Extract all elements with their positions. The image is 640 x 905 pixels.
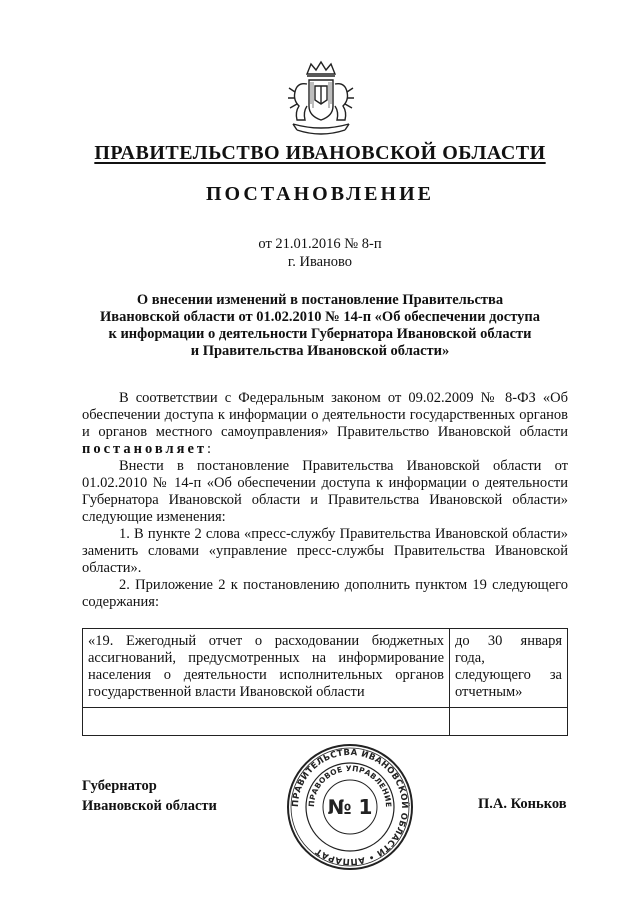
body-paragraph: 2. Приложение 2 к постановлению дополнить пунктом 19 следующего содержания:: [82, 577, 568, 610]
document-subject: [70, 292, 570, 360]
table-cell-deadline: до 30 января года, следующего за отчетным»: [450, 629, 568, 708]
organization-title: ПРАВИТЕЛЬСТВО ИВАНОВСКОЙ ОБЛАСТИ: [94, 142, 546, 164]
stamp-ring-text: ПРАВИТЕЛЬСТВА ИВАНОВСКОЙ ОБЛАСТИ • АППАРАТ: [290, 747, 410, 867]
document-type: ПОСТАНОВЛЕНИЕ: [206, 183, 434, 205]
preamble-text: В соответствии с Федеральным законом от 09.02.2009 № 8-ФЗ «Об обеспечении доступа к информации о деятельности государственных органов и органов местного самоуправления» Правительство Ивановской области: [82, 390, 568, 440]
coat-of-arms-icon: [285, 60, 357, 138]
stamp-inner-text: ПРАВОВОЕ УПРАВЛЕНИЕ: [306, 763, 394, 808]
subject-line: и Правительства Ивановской области»: [190, 343, 450, 359]
position-line: Ивановской области: [82, 798, 217, 814]
signatory-name: П.А. Коньков: [478, 796, 567, 812]
subject-line: Ивановской области от 01.02.2010 № 14-п «Об обеспечении доступа: [100, 309, 540, 325]
table-cell-empty: [450, 708, 568, 736]
position-line: Губернатор: [82, 778, 157, 794]
document-body: [82, 390, 568, 611]
document-date-number: от 21.01.2016 № 8-п: [258, 236, 382, 252]
preamble-end: :: [207, 441, 212, 457]
body-paragraph: Внести в постановление Правительства Ивановской области от 01.02.2010 № 14-п «Об обеспечении доступа к информации о деятельности Губернатора Ивановской области и Правительства Ивановской области» следующие изменения:: [82, 458, 568, 525]
amendment-table: [82, 628, 568, 736]
subject-line: О внесении изменений в постановление Правительства: [136, 292, 504, 308]
resolution-keyword: постановляет: [82, 441, 208, 457]
table-row: [83, 629, 568, 708]
table-row: [83, 708, 568, 736]
document-city: г. Иваново: [287, 254, 353, 270]
stamp-number: № 1: [327, 795, 373, 819]
body-paragraph: 1. В пункте 2 слова «пресс-службу Правительства Ивановской области» заменить словами «управление пресс-службы Правительства Ивановской области».: [82, 526, 568, 576]
table-cell-item: «19. Ежегодный отчет о расходовании бюджетных ассигнований, предусмотренных на информирование населения о деятельности исполнительных органов государственной власти Ивановской области: [83, 629, 450, 708]
subject-line: к информации о деятельности Губернатора Ивановской области: [108, 326, 532, 342]
official-stamp-icon: [285, 742, 415, 872]
table-cell-empty: [83, 708, 450, 736]
preamble-paragraph: [82, 390, 568, 458]
signatory-position: [82, 776, 217, 816]
